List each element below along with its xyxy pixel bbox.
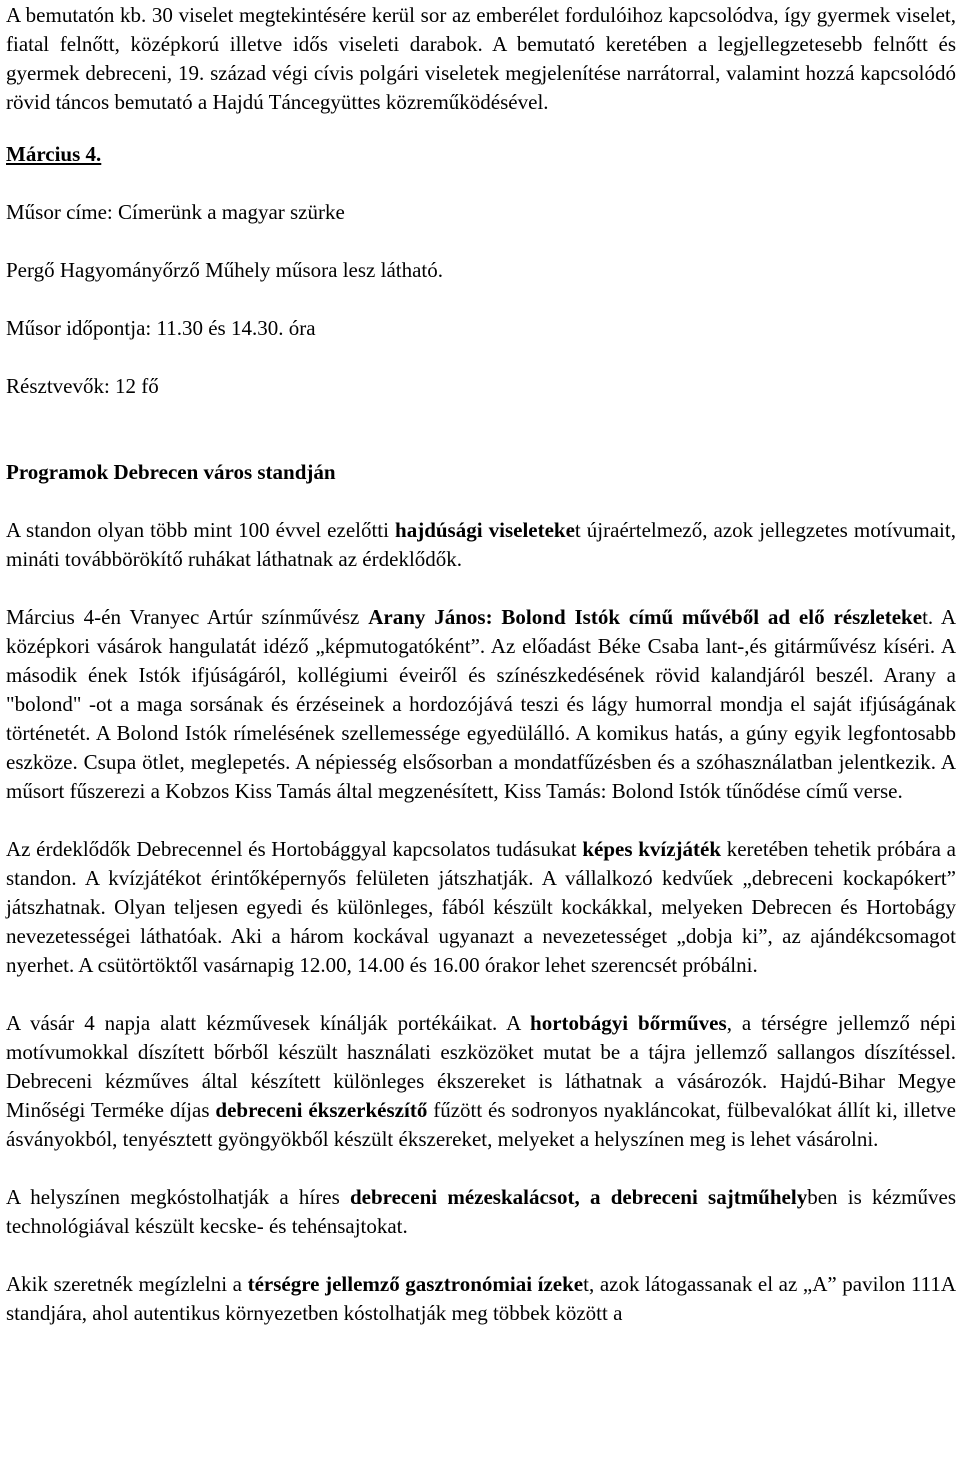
bold-phrase: hortobágyi bőrműves <box>530 1011 727 1035</box>
program-time-line: Műsor időpontja: 11.30 és 14.30. óra <box>6 316 316 340</box>
paragraph-costumes: A standon olyan több mint 100 évvel ezelőtti hajdúsági viseleteket újraértelmező, azok jellegzetes motívumait, mináti továbbörökítő ruhákat láthatnak az érdeklődők. <box>6 518 956 571</box>
program-title-line: Műsor címe: Címerünk a magyar szürke <box>6 200 345 224</box>
paragraph-tasting: A helyszínen megkóstolhatják a híres debreceni mézeskalácsot, a debreceni sajtműhelyben is kézműves technológiával készült kecske- és tehénsajtokat. <box>6 1185 956 1238</box>
section-heading-programs: Programok Debrecen város standján <box>6 460 336 484</box>
date-heading-march-4: Március 4. <box>6 142 102 166</box>
document-page <box>6 0 956 1328</box>
bold-phrase: debreceni mézeskalácsot, a debreceni sajtműhely <box>349 1185 808 1209</box>
bold-phrase: képes kvízjáték <box>582 837 722 861</box>
paragraph-craftsmen: A vásár 4 napja alatt kézművesek kínálják portékáikat. A hortobágyi bőrműves, a térségre jellemző népi motívumokkal díszített bőrből készült használati eszközöket mutat be a tájra jellemző sallangos díszítéssel. Debreceni kézműves által készített különleges ékszereket is láthatnak a vásározók. Hajdú-Bihar Megye Minőségi Terméke díjas debreceni ékszerkészítő fűzött és sodronyos nyakláncokat, fülbevalókat állít ki, illetve ásványokból, tenyésztett gyöngyökből készült ékszereket, melyeket a helyszínen meg is lehet vásárolni. <box>6 1011 956 1151</box>
paragraph-bolond-istok: Március 4-én Vranyec Artúr színművész Arany János: Bolond Istók című művéből ad elő részleteket. A középkori vásárok hangulatát idéző „képmutogatóként”. Az előadást Béke Csaba lant-,és gitárművész kíséri. A második ének Istók ifjúságáról, kollégiumi éveiről és színészkedésének rövid kalandjáról beszél. Arany a "bolond" -ot a maga sorsának és érzéseinek a hordozójává teszi és lágy humorral mondja el saját ifjúságának történetét. A Bolond Istók rímelésének szellemessége egyedülálló. A komikus hatás, a gúny egyik legfontosabb eszköze. Csupa ötlet, meglepetés. A népiesség elsősorban a mondatfűzésben és a szóhasználatban jelentkezik. A műsort fűszerezi a Kobzos Kiss Tamás által megzenésített, Kiss Tamás: Bolond Istók tűnődése című verse. <box>6 605 957 803</box>
intro-paragraph: A bemutatón kb. 30 viselet megtekintésére kerül sor az emberélet fordulóihoz kapcsolódva, így gyermek viselet, fiatal felnőtt, középkorú illetve idős viseleti darabok. A bemutató keretében a legjellegzetesebb felnőtt és gyermek debreceni, 19. század végi cívis polgári viseletek megjelenítése narrátorral, valamint hozzá kapcsolódó rövid táncos bemutató a Hajdú Táncegyüttes közreműködésével. <box>6 3 956 114</box>
bold-phrase: hajdúsági viseleteke <box>395 518 575 542</box>
paragraph-quiz: Az érdeklődők Debrecennel és Hortobággyal kapcsolatos tudásukat képes kvízjáték keretében tehetik próbára a standon. A kvízjátékot érintőképernyős felületen játszhatják. A vállalkozó kedvűek „debreceni kockapókert” játszhatnak. Olyan teljesen egyedi és különleges, fából készült kockákkal, melyeken Debrecen és Hortobágy nevezetességei láthatóak. Aki a három kockával ugyanazt a nevezetességet „dobja ki”, az ajándékcsomagot nyerhet. A csütörtöktől vasárnapig 12.00, 14.00 és 16.00 órakor lehet szerencsét próbálni. <box>6 837 956 977</box>
bold-phrase: Arany János: Bolond Istók című művéből ad elő részleteke <box>368 605 923 629</box>
paragraph-gastronomy: Akik szeretnék megízlelni a térségre jellemző gasztronómiai ízeket, azok látogassanak el az „A” pavilon 111A standjára, ahol autentikus környezetben kóstolhatják meg többek között a <box>6 1272 956 1325</box>
participants-line: Résztvevők: 12 fő <box>6 374 159 398</box>
bold-phrase: térségre jellemző gasztronómiai ízeke <box>247 1272 584 1296</box>
bold-phrase: debreceni ékszerkészítő <box>215 1098 428 1122</box>
performer-line: Pergő Hagyományőrző Műhely műsora lesz látható. <box>6 258 444 282</box>
